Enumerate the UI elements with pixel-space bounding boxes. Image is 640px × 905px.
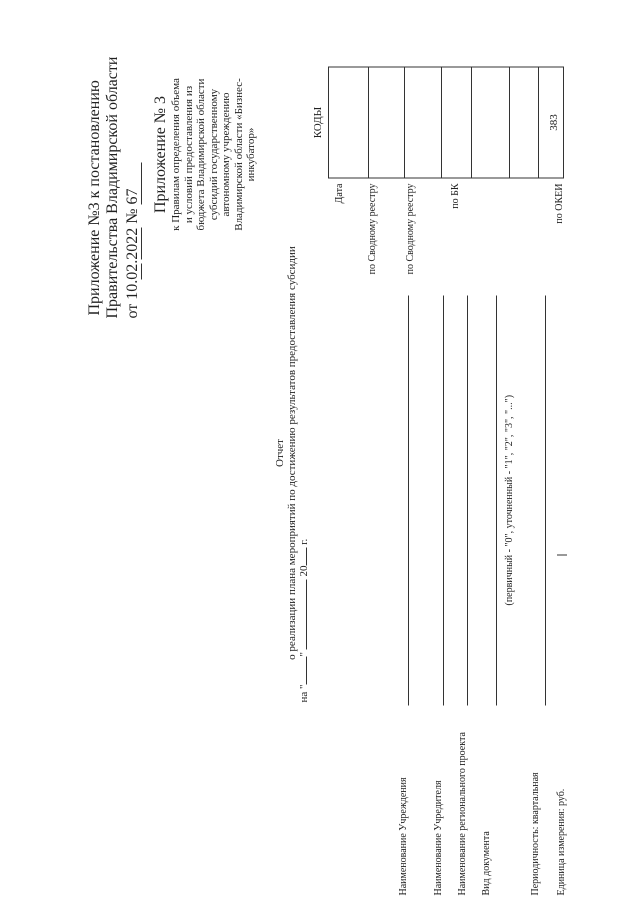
field-founder-line xyxy=(443,295,444,705)
codes-row-divider-3 xyxy=(441,66,442,178)
field-institution-label: Наименование Учреждения xyxy=(398,776,409,895)
code-label-registry-2-text: по Сводному реестру xyxy=(405,183,416,274)
code-label-registry-2 xyxy=(405,183,417,905)
appendix-line-1: к Правилам определения объема xyxy=(170,77,182,231)
field-periodicity-line xyxy=(545,295,546,705)
field-periodicity-label: Периодичность: квартальная xyxy=(530,771,541,895)
code-label-bk: по БК xyxy=(450,183,461,209)
field-founder-label: Наименование Учредителя xyxy=(433,779,444,895)
decree-number-label: № xyxy=(124,207,141,224)
field-unit-label: Единица измерения: руб. xyxy=(556,788,567,895)
decree-year: 2022 xyxy=(124,227,141,260)
codes-box xyxy=(328,66,564,178)
appendix-line: Приложение №3 к постановлению xyxy=(86,79,103,315)
field-doctype-label: Вид документа xyxy=(481,830,492,895)
date-prefix: на " xyxy=(298,683,310,702)
appendix-title: Приложение № 3 xyxy=(152,95,169,213)
codes-row-divider-6 xyxy=(538,66,539,178)
appendix-line-5: автономному учреждению xyxy=(220,92,232,216)
appendix-line-6: Владимирской области «Бизнес- xyxy=(232,77,245,231)
report-date-line xyxy=(298,538,310,702)
date-suffix: г. xyxy=(298,538,310,545)
decree-prefix: от xyxy=(124,303,141,318)
codes-row-divider-2 xyxy=(404,66,405,178)
report-title: Отчет xyxy=(274,438,286,467)
code-label-registry-1-text: по Сводному реестру xyxy=(367,183,378,274)
appendix-line-2: и условий предоставления из xyxy=(182,85,195,223)
date-quote: " xyxy=(298,651,310,656)
date-month-blank xyxy=(306,579,307,649)
field-project-line xyxy=(467,295,468,705)
field-doctype-line xyxy=(496,295,497,705)
codes-header: КОДЫ xyxy=(308,66,329,178)
decree-number: 67 xyxy=(125,162,142,204)
doctype-hint: (первичный - "0", уточненный - "1", "2", "3", "...") xyxy=(504,394,515,605)
codes-table xyxy=(308,66,564,178)
date-day-blank xyxy=(306,656,307,684)
decree-month: 02 xyxy=(124,263,141,280)
code-label-registry-1 xyxy=(367,183,379,905)
appendix-block xyxy=(152,51,258,257)
codes-okei-value: 383 xyxy=(548,113,560,131)
date-year-blank xyxy=(306,547,307,565)
codes-row-divider-4 xyxy=(471,66,472,178)
field-project-label: Наименование регионального проекта xyxy=(457,731,468,895)
appendix-line-7: инкубатор» xyxy=(245,127,257,181)
decree-line: от 10.02.2022 № 67 xyxy=(124,162,142,318)
government-line: Правительства Владимирской области xyxy=(104,56,121,318)
report-subtitle: о реализации плана мероприятий по достижению результатов предоставления субсидии xyxy=(286,245,298,660)
date-century: 20 xyxy=(298,564,310,576)
appendix-line-4: субсидий государственному xyxy=(207,88,220,220)
codes-row-divider-5 xyxy=(509,66,510,178)
appendix-line-3: бюджета Владимирской области xyxy=(195,78,207,230)
code-label-date: Дата xyxy=(334,183,345,203)
decree-day: 10 xyxy=(124,283,141,300)
codes-row-divider-1 xyxy=(368,66,369,178)
code-label-okei: по ОКЕИ xyxy=(554,183,565,224)
